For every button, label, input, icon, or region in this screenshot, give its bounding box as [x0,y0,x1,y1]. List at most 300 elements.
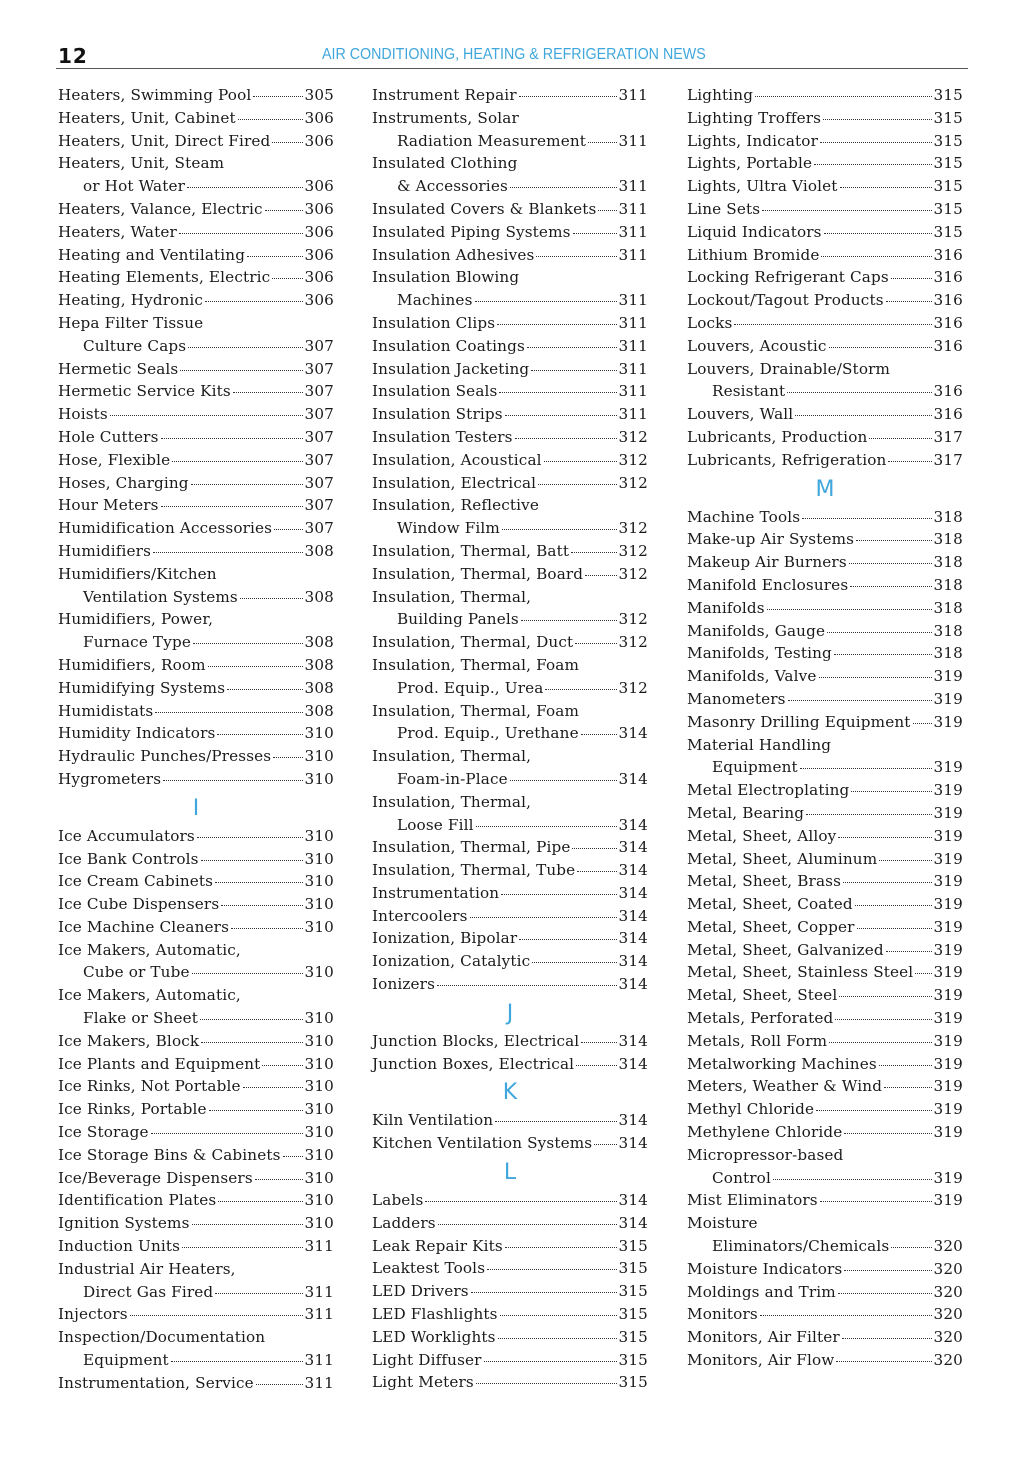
index-entry [58,403,334,426]
entry-title: Radiation Measurement [397,131,587,150]
dot-leader [519,939,616,940]
entry-title: Material Handling [687,735,832,754]
entry-page-number: 319 [933,689,963,708]
index-entry [687,734,963,757]
dot-leader [827,632,931,633]
index-entry [687,665,963,688]
index-entry [372,700,648,723]
entry-page-number: 315 [933,222,963,241]
dot-leader [576,1065,616,1066]
dot-leader [538,484,616,485]
index-entry [687,221,963,244]
dot-leader [510,780,617,781]
index-entry [372,221,648,244]
entry-title: Locking Refrigerant Caps [687,268,889,287]
dot-leader [253,96,302,97]
entry-title: Eliminators/Chemicals [712,1237,890,1256]
entry-title: Ice Makers, Block [58,1031,200,1050]
dot-leader [274,529,302,530]
dot-leader [192,973,303,974]
entry-page-number: 320 [933,1351,963,1370]
entry-page-number: 319 [933,667,963,686]
index-entry [687,1075,963,1098]
dot-leader [505,1247,617,1248]
entry-page-number: 310 [304,1100,334,1119]
entry-page-number: 311 [618,382,648,401]
entry-title: Monitors, Air Flow [687,1351,835,1370]
entry-title: Kiln Ventilation [372,1111,494,1130]
entry-page-number: 318 [933,621,963,640]
entry-title: Metal, Sheet, Coated [687,895,853,914]
dot-leader [425,1201,616,1202]
dot-leader [823,119,931,120]
dot-leader [820,142,932,143]
index-entry-continuation [58,586,334,609]
section-letter-heading: K [502,1080,518,1106]
index-entry [58,1167,334,1190]
index-entry [58,654,334,677]
index-entry [58,1258,334,1281]
entry-title: Prod. Equip., Urea [397,678,544,697]
entry-title: Building Panels [397,610,519,629]
dot-leader [836,1361,931,1362]
index-entry [58,870,334,893]
dot-leader [193,643,303,644]
entry-page-number: 315 [618,1350,648,1369]
index-entry [58,1053,334,1076]
index-entry [687,1212,963,1235]
entry-title: Metals, Perforated [687,1009,834,1028]
index-entry [58,1235,334,1258]
index-entry [687,1258,963,1281]
dot-leader [531,370,616,371]
entry-title: Metal, Sheet, Steel [687,986,838,1005]
entry-title: Metal, Bearing [687,803,805,822]
entry-page-number: 307 [304,450,334,469]
entry-title: Instrumentation [372,883,500,902]
entry-page-number: 315 [618,1327,648,1346]
entry-page-number: 310 [304,917,334,936]
entry-page-number: 316 [933,405,963,424]
dot-leader [272,142,302,143]
index-entry [687,893,963,916]
entry-page-number: 311 [618,199,648,218]
entry-title: Insulation, Electrical [372,473,537,492]
index-entry [687,1121,963,1144]
index-entry [687,403,963,426]
entry-page-number: 312 [618,541,648,560]
entry-title: Humidifiers, Power, [58,610,214,629]
dot-leader [476,826,617,827]
dot-leader [891,278,932,279]
dot-leader [438,1224,617,1225]
entry-page-number: 319 [933,1100,963,1119]
entry-title: Heaters, Water [58,222,177,241]
entry-page-number: 308 [304,678,334,697]
index-entry [372,403,648,426]
entry-title: Humidity Indicators [58,724,216,743]
index-entry [687,984,963,1007]
index-entry [372,791,648,814]
index-entry [58,768,334,791]
entry-page-number: 319 [933,1031,963,1050]
entry-title: Insulated Piping Systems [372,222,571,241]
entry-page-number: 320 [933,1237,963,1256]
entry-page-number: 307 [304,496,334,515]
entry-page-number: 310 [304,1168,334,1187]
entry-title: Moisture Indicators [687,1259,843,1278]
entry-title: Metal, Sheet, Brass [687,872,842,891]
entry-title: Heaters, Swimming Pool [58,86,252,104]
dot-leader [820,1201,932,1202]
section-letter-heading: I [192,795,200,821]
index-entry [58,472,334,495]
entry-page-number: 311 [618,86,648,104]
dot-leader [487,1269,616,1270]
entry-title: Ice Rinks, Not Portable [58,1077,241,1096]
index-entry [58,939,334,962]
index-entry [58,540,334,563]
entry-page-number: 311 [304,1282,334,1301]
dot-leader [243,1087,303,1088]
entry-page-number: 311 [304,1237,334,1256]
dot-leader [851,791,931,792]
index-entry [58,1212,334,1235]
entry-title: Insulation Clips [372,313,496,332]
index-entry [372,198,648,221]
dot-leader [515,438,617,439]
entry-page-number: 310 [304,1214,334,1233]
entry-page-number: 314 [618,929,648,948]
index-entry [687,506,963,529]
entry-title: Insulation, Thermal, [372,747,532,766]
dot-leader [161,438,303,439]
entry-title: Instrumentation, Service [58,1373,254,1392]
dot-leader [856,540,931,541]
entry-title: Lockout/Tagout Products [687,291,884,310]
entry-title: Hermetic Service Kits [58,382,231,401]
index-entry [687,198,963,221]
index-column-3 [687,84,963,1372]
entry-title: Ionizers [372,975,436,994]
index-entry [687,597,963,620]
index-entry [687,244,963,267]
entry-title: Insulation Adhesives [372,245,535,264]
entry-page-number: 319 [933,963,963,982]
entry-page-number: 314 [618,952,648,971]
entry-title: Ice Makers, Automatic, [58,986,241,1005]
entry-page-number: 307 [304,382,334,401]
index-entry [372,84,648,107]
entry-title: Leak Repair Kits [372,1236,503,1255]
dot-leader [161,506,303,507]
entry-page-number: 306 [304,291,334,310]
index-entry-continuation [372,722,648,745]
entry-title: Metal, Sheet, Alloy [687,826,837,845]
entry-title: Louvers, Drainable/Storm [687,359,891,378]
dot-leader [787,392,931,393]
dot-leader [519,96,617,97]
index-entry [372,266,648,289]
dot-leader [816,1110,931,1111]
entry-title: or Hot Water [83,177,186,196]
dot-leader [886,301,932,302]
index-entry [58,1144,334,1167]
entry-title: Ladders [372,1213,436,1232]
entry-page-number: 311 [618,177,648,196]
entry-title: Equipment [712,758,798,777]
dot-leader [829,347,932,348]
entry-title: Line Sets [687,199,761,218]
dot-leader [502,529,617,530]
entry-title: Furnace Type [83,633,191,652]
index-entry [58,563,334,586]
entry-title: Hole Cutters [58,427,159,446]
entry-page-number: 314 [618,1054,648,1073]
index-entry [372,745,648,768]
entry-page-number: 318 [933,530,963,549]
entry-page-number: 318 [933,553,963,572]
index-column-1 [58,84,334,1395]
index-entry [372,312,648,335]
entry-page-number: 314 [618,1031,648,1050]
dot-leader [470,917,617,918]
index-entry [372,152,648,175]
index-entry [687,107,963,130]
entry-title: Ice Accumulators [58,826,195,845]
dot-leader [221,905,302,906]
index-entry-continuation [372,768,648,791]
entry-title: Ice Storage Bins & Cabinets [58,1145,281,1164]
index-entry [58,1121,334,1144]
index-entry [372,1349,648,1372]
index-entry [372,244,648,267]
dot-leader [572,848,616,849]
entry-title: Heating and Ventilating [58,245,246,264]
entry-page-number: 310 [304,849,334,868]
entry-page-number: 317 [933,427,963,446]
entry-title: Ice/Beverage Dispensers [58,1168,253,1187]
entry-page-number: 315 [933,108,963,127]
dot-leader [191,484,303,485]
index-entry [58,825,334,848]
entry-title: Metal, Sheet, Galvanized [687,940,884,959]
entry-page-number: 319 [933,758,963,777]
entry-title: & Accessories [397,177,508,196]
dot-leader [536,256,616,257]
dot-leader [886,951,932,952]
entry-title: Ignition Systems [58,1214,190,1233]
entry-title: LED Flashlights [372,1305,498,1324]
dot-leader [192,1224,303,1225]
index-entry [372,1326,648,1349]
entry-title: Liquid Indicators [687,222,822,241]
entry-page-number: 308 [304,655,334,674]
entry-title: Insulated Covers & Blankets [372,199,597,218]
index-entry [372,380,648,403]
index-entry [687,551,963,574]
entry-title: Culture Caps [83,336,187,355]
index-entry [58,848,334,871]
entry-page-number: 319 [933,803,963,822]
dot-leader [201,1042,302,1043]
entry-title: Insulation Coatings [372,336,525,355]
dot-leader [247,256,302,257]
entry-page-number: 320 [933,1259,963,1278]
entry-title: Flake or Sheet [83,1009,199,1028]
entry-title: Humidistats [58,701,154,720]
index-entry [58,517,334,540]
index-entry-continuation [372,175,648,198]
entry-title: Insulation Seals [372,382,498,401]
dot-leader [843,882,932,883]
dot-leader [272,278,302,279]
dot-leader [773,1179,932,1180]
entry-page-number: 314 [618,1213,648,1232]
index-entry [372,1189,648,1212]
entry-page-number: 306 [304,177,334,196]
entry-page-number: 312 [618,519,648,538]
entry-page-number: 310 [304,895,334,914]
entry-page-number: 314 [618,724,648,743]
dot-leader [510,187,617,188]
dot-leader [545,689,616,690]
dot-leader [734,324,931,325]
index-entry [372,654,648,677]
entry-title: Ice Machine Cleaners [58,917,230,936]
entry-title: Metal, Sheet, Copper [687,917,855,936]
entry-title: Hoists [58,405,108,424]
index-entry [58,608,334,631]
entry-page-number: 318 [933,507,963,526]
entry-page-number: 310 [304,1054,334,1073]
index-entry [58,1098,334,1121]
entry-title: LED Worklights [372,1327,496,1346]
entry-title: Insulation Testers [372,427,513,446]
entry-title: Manifolds, Gauge [687,621,826,640]
index-entry [372,563,648,586]
index-entry [58,677,334,700]
dot-leader [233,392,303,393]
entry-page-number: 314 [618,883,648,902]
dot-leader [849,563,932,564]
index-entry-continuation [372,289,648,312]
header-divider [56,68,968,69]
entry-title: Insulation, Thermal, Board [372,564,584,583]
entry-page-number: 315 [618,1373,648,1392]
index-entry [372,449,648,472]
index-entry-continuation [58,631,334,654]
index-entry-continuation [58,1349,334,1372]
index-entry [372,494,648,517]
dot-leader [834,654,932,655]
entry-title: Machine Tools [687,507,801,526]
dot-leader [499,392,616,393]
entry-title: Hose, Flexible [58,450,171,469]
entry-page-number: 307 [304,336,334,355]
entry-page-number: 320 [933,1305,963,1324]
entry-page-number: 311 [618,336,648,355]
index-entry [58,893,334,916]
entry-title: Leaktest Tools [372,1259,486,1278]
entry-page-number: 305 [304,86,334,104]
index-entry [372,859,648,882]
entry-title: Humidifiers/Kitchen [58,564,217,583]
entry-page-number: 316 [933,382,963,401]
entry-page-number: 319 [933,826,963,845]
index-entry [372,882,648,905]
entry-page-number: 311 [618,313,648,332]
entry-title: Ice Bank Controls [58,849,199,868]
dot-leader [842,1338,932,1339]
dot-leader [172,461,302,462]
index-entry [687,916,963,939]
dot-leader [188,347,302,348]
index-entry [687,620,963,643]
entry-page-number: 314 [618,906,648,925]
dot-leader [500,1315,617,1316]
entry-title: Moldings and Trim [687,1282,836,1301]
index-entry [687,848,963,871]
index-entry [687,574,963,597]
dot-leader [767,609,932,610]
index-entry-continuation [58,1007,334,1030]
entry-page-number: 308 [304,701,334,720]
dot-leader [844,1133,931,1134]
dot-leader [205,301,302,302]
entry-page-number: 314 [618,1191,648,1210]
index-entry [372,973,648,996]
dot-leader [760,1315,932,1316]
index-entry [687,688,963,711]
dot-leader [869,438,931,439]
entry-title: Lights, Indicator [687,131,818,150]
dot-leader [153,552,303,553]
entry-title: Hoses, Charging [58,473,189,492]
index-entry [58,916,334,939]
index-entry [687,175,963,198]
dot-leader [806,814,931,815]
index-entry [687,642,963,665]
entry-title: Manifolds, Valve [687,667,817,686]
entry-page-number: 319 [933,1191,963,1210]
entry-title: Ice Plants and Equipment [58,1054,261,1073]
index-entry [58,745,334,768]
index-entry [687,1326,963,1349]
entry-title: Resistant [712,382,786,401]
entry-title: Equipment [83,1351,169,1370]
entry-title: Insulation Jacketing [372,359,530,378]
entry-title: Methylene Chloride [687,1123,843,1142]
dot-leader [240,598,303,599]
dot-leader [200,1019,302,1020]
dot-leader [855,905,932,906]
entry-title: Insulation, Thermal, Tube [372,861,576,880]
entry-page-number: 316 [933,336,963,355]
index-entry [58,266,334,289]
index-entry [372,107,648,130]
entry-page-number: 319 [933,849,963,868]
entry-title: Direct Gas Fired [83,1282,214,1301]
entry-title: Makeup Air Burners [687,553,847,572]
entry-page-number: 311 [618,291,648,310]
entry-page-number: 308 [304,633,334,652]
index-entry [372,1280,648,1303]
index-entry [58,722,334,745]
entry-page-number: 311 [618,405,648,424]
entry-title: Lights, Ultra Violet [687,177,838,196]
entry-title: Micropressor-based [687,1145,844,1164]
